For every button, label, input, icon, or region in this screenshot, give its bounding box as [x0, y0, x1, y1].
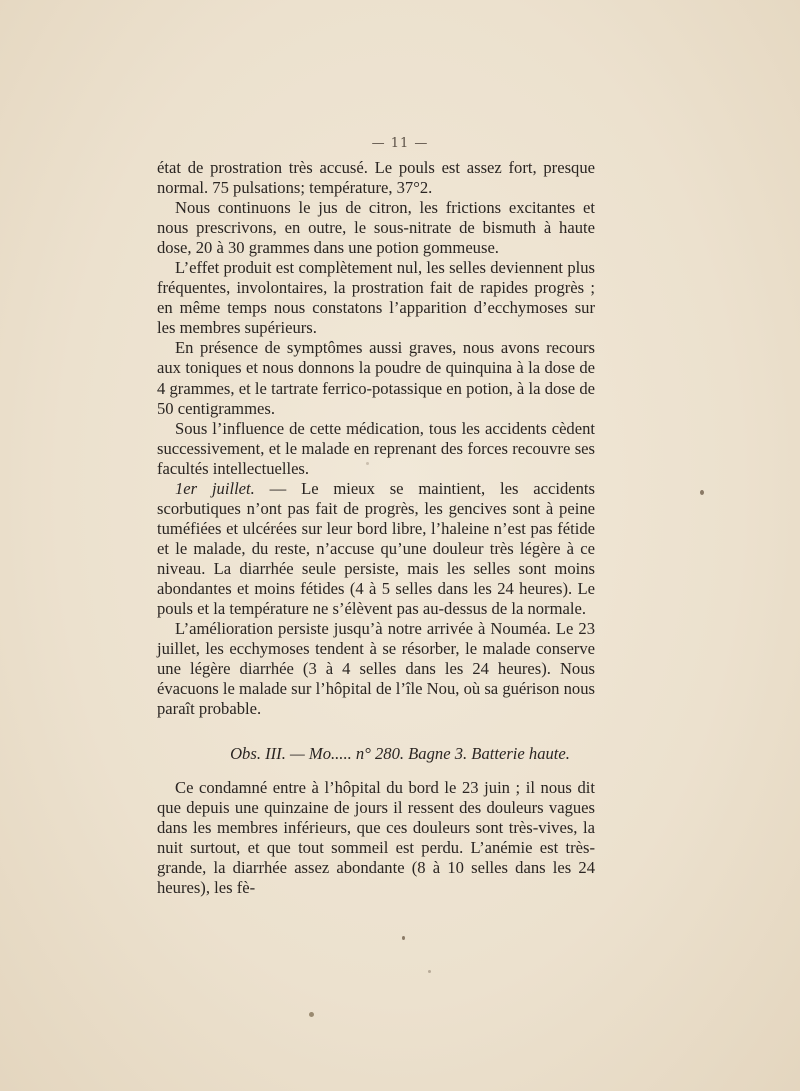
paragraph-juillet — [157, 479, 595, 619]
paper-speck — [366, 462, 369, 465]
observation-title: Obs. III. — Mo..... n° 280. Bagne 3. Batterie haute. — [230, 744, 570, 763]
paragraph: état de prostration très accusé. Le pouls est assez fort, presque normal. 75 pulsations; température, 37°2. — [157, 158, 595, 198]
paper-speck — [700, 490, 704, 495]
paragraph: En présence de symptômes aussi graves, nous avons recours aux toniques et nous donnons la poudre de quinquina à la dose de 4 grammes, et le tartrate ferrico-potassique en potion, à la dose de 50 centigrammes. — [157, 338, 595, 418]
paragraph: L’amélioration persiste jusqu’à notre arrivée à Nouméa. Le 23 juillet, les ecchymoses tendent à se résorber, le malade conserve une légère diarrhée (3 à 4 selles dans les 24 heures). Nous évacuons le malade sur l’hôpital de l’île Nou, où sa guérison nous paraît probable. — [157, 619, 595, 719]
paper-speck — [402, 936, 405, 940]
entry-date: 1er juillet. — [175, 478, 255, 498]
paragraph: Ce condamné entre à l’hôpital du bord le 23 juin ; il nous dit que depuis une quinzaine de jours il ressent des douleurs vagues dans les membres inférieurs, que ces douleurs sont très-vives, la nuit surtout, et que tout sommeil est perdu. L’anémie est très-grande, la diarrhée assez abondante (8 à 10 selles dans les 24 heures), les fè- — [157, 778, 595, 898]
body-text-continued — [157, 778, 595, 898]
paper-speck — [309, 1012, 314, 1017]
page-number: — 11 — — [371, 136, 429, 151]
entry-text: — Le mieux se maintient, les accidents scorbutiques n’ont pas fait de progrès, les gencives sont à peine tuméfiées et ulcérées sur leur bord libre, l’haleine n’est pas fétide et le malade, du reste, n’accuse qu’une douleur très légère à ce niveau. La diarrhée seule persiste, mais les selles sont moins abondantes et moins fétides (4 à 5 selles dans les 24 heures). Le pouls et la température ne s’élèvent pas au-dessus de la normale. — [157, 478, 595, 619]
paragraph: L’effet produit est complètement nul, les selles deviennent plus fréquentes, involontaires, la prostration fait de rapides progrès ; en même temps nous constatons l’apparition d’ecchymoses sur les membres supérieurs. — [157, 258, 595, 338]
paper-speck — [428, 970, 431, 973]
paragraph: Sous l’influence de cette médication, tous les accidents cèdent successivement, et le malade en reprenant des forces recouvre ses facultés intellectuelles. — [157, 418, 595, 478]
paragraph: Nous continuons le jus de citron, les frictions excitantes et nous prescrivons, en outre, le sous-nitrate de bismuth à haute dose, 20 à 30 grammes dans une potion gommeuse. — [157, 198, 595, 258]
body-text — [157, 158, 595, 719]
